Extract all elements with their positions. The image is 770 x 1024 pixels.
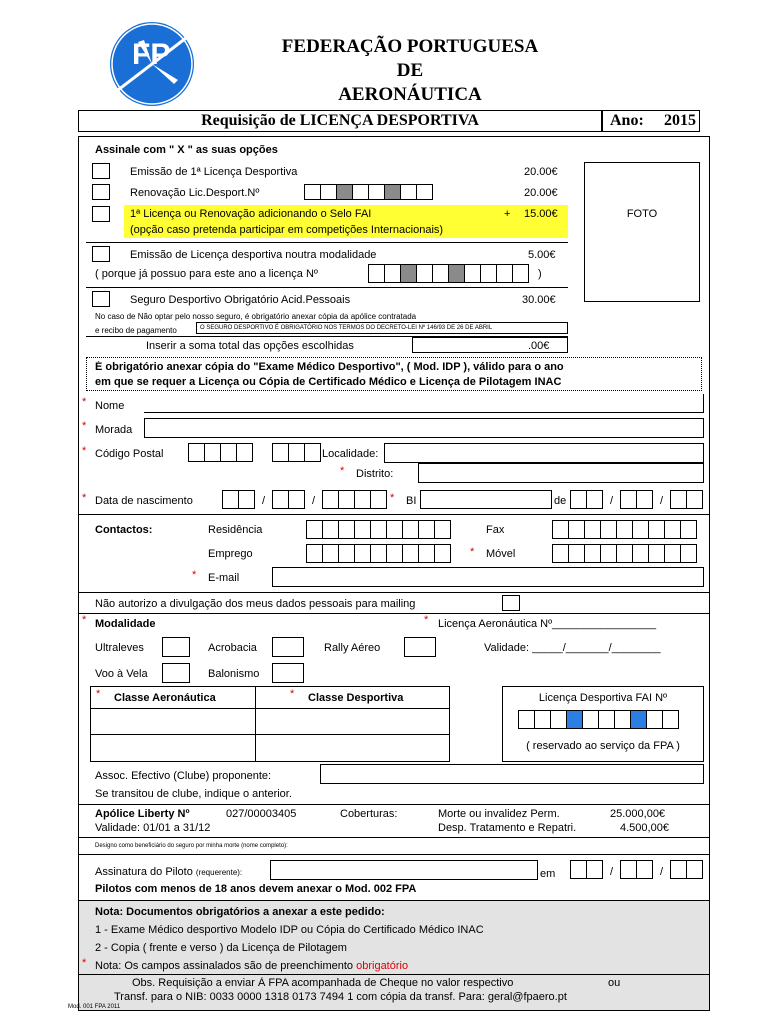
divider — [90, 708, 450, 709]
morada-input[interactable] — [144, 418, 704, 438]
bi-day[interactable] — [570, 490, 603, 509]
divider — [78, 854, 710, 855]
balonismo-label: Balonismo — [208, 668, 260, 680]
mailing-checkbox[interactable] — [502, 595, 520, 611]
nascimento-year[interactable] — [322, 490, 387, 509]
required-marker: * — [340, 465, 345, 477]
fax-phone[interactable] — [552, 520, 697, 539]
bi-month[interactable] — [620, 490, 653, 509]
renovacao-price: 20.00€ — [524, 187, 558, 199]
apolice-label: Apólice Liberty Nº — [95, 808, 190, 820]
email-input[interactable] — [272, 567, 704, 587]
required-marker: * — [82, 420, 87, 432]
residencia-label: Residência — [208, 524, 263, 536]
ultraleves-label: Ultraleves — [95, 642, 144, 654]
medical-notice-line2: em que se requer a Licença ou Cópia de Certificado Médico e Licença de Pilotagem INAC — [95, 376, 562, 388]
voo-vela-label: Voo à Vela — [95, 668, 148, 680]
outra-license-number[interactable] — [368, 264, 529, 283]
contactos-heading: Contactos: — [95, 524, 153, 536]
outra-close-paren: ) — [538, 268, 542, 280]
acrobacia-checkbox[interactable] — [272, 637, 304, 657]
divider — [86, 287, 568, 288]
required-marker: * — [424, 614, 429, 626]
assinatura-hint: (requerente): — [195, 868, 243, 877]
date-separator: / — [610, 866, 614, 878]
menores-note: Pilotos com menos de 18 anos devem anexar o Mod. 002 FPA — [95, 883, 417, 895]
outra-modalidade-checkbox[interactable] — [92, 246, 110, 262]
assinatura-year[interactable] — [670, 860, 703, 879]
photo-box — [584, 162, 700, 302]
apolice-validade: Validade: 01/01 a 31/12 — [95, 822, 211, 834]
assinatura-em-label: em — [540, 868, 556, 880]
classe-aeronautica-input-2[interactable] — [92, 736, 254, 761]
medical-notice-box — [86, 357, 702, 391]
required-marker: * — [82, 957, 87, 969]
bi-input[interactable] — [420, 490, 552, 509]
required-marker: * — [82, 396, 87, 408]
cobertura-despesas-label: Desp. Tratamento e Repatri. — [438, 822, 577, 834]
emissao-price: 20.00€ — [524, 166, 558, 178]
date-separator: / — [610, 495, 614, 507]
fai-price: 15.00€ — [524, 208, 558, 220]
fai-reserved-note: ( reservado ao serviço da FPA ) — [526, 740, 680, 752]
date-separator: / — [312, 495, 316, 507]
morada-label: Morada — [95, 424, 133, 436]
classe-desportiva-header: Classe Desportiva — [308, 692, 404, 704]
outra-modalidade-price: 5.00€ — [528, 249, 556, 261]
nascimento-day[interactable] — [222, 490, 255, 509]
year-label: Ano: — [610, 112, 644, 129]
divider — [255, 686, 256, 762]
medical-notice-line1: É obrigatório anexar cópia do "Exame Médico Desportivo", ( Mod. IDP ), válido para o ano — [95, 361, 564, 373]
apolice-number: 027/00003405 — [226, 808, 297, 820]
classe-aeronautica-input-1[interactable] — [92, 710, 254, 733]
fai-label: 1ª Licença ou Renovação adicionando o Selo FAI — [130, 208, 372, 220]
nascimento-month[interactable] — [272, 490, 305, 509]
fai-plus: + — [504, 208, 511, 220]
validade-label: Validade: _____/_______/________ — [484, 642, 661, 654]
bi-de-label: de — [554, 495, 567, 507]
bi-year[interactable] — [670, 490, 703, 509]
fai-checkbox[interactable] — [92, 206, 110, 222]
options-heading: Assinale com " X " as suas opções — [95, 144, 278, 156]
total-value: .00€ — [528, 340, 550, 352]
distrito-label: Distrito: — [356, 468, 394, 480]
codigo-postal-part2[interactable] — [272, 443, 321, 462]
movel-label: Móvel — [486, 548, 516, 560]
modalidade-heading: Modalidade — [95, 618, 156, 630]
org-name-line1: FEDERAÇÃO PORTUGUESA — [281, 36, 539, 57]
nome-label: Nome — [95, 400, 125, 412]
divider — [78, 837, 710, 838]
distrito-input[interactable] — [418, 463, 704, 483]
divider — [78, 974, 710, 975]
notes-item-3 — [95, 960, 408, 973]
notes-title: Nota: Documentos obrigatórios a anexar a este pedido: — [95, 906, 385, 918]
required-marker: * — [96, 688, 101, 700]
notes-item-1: 1 - Exame Médico desportivo Modelo IDP ou Cópia do Certificado Médico INAC — [95, 924, 484, 936]
obs-ou: ou — [608, 977, 621, 989]
clube-anterior-label: Se transitou de clube, indique o anterior. — [95, 788, 292, 800]
emissao-label: Emissão de 1ª Licença Desportiva — [130, 166, 298, 178]
codigo-postal-label: Código Postal — [95, 448, 164, 460]
outra-modalidade-label: Emissão de Licença desportiva noutra modalidade — [130, 249, 377, 261]
assinatura-label-text: Assinatura do Piloto — [95, 866, 193, 878]
date-separator: / — [262, 495, 266, 507]
assinatura-input[interactable] — [270, 860, 538, 880]
obs-cheque: Obs. Requisição a enviar À FPA acompanhada de Cheque no valor respectivo — [132, 977, 514, 989]
bi-label: BI — [406, 495, 417, 507]
seguro-label: Seguro Desportivo Obrigatório Acid.Pessoais — [130, 294, 351, 306]
ultraleves-checkbox[interactable] — [162, 637, 190, 657]
voo-vela-checkbox[interactable] — [162, 663, 190, 683]
emprego-label: Emprego — [208, 548, 253, 560]
classe-aeronautica-header: Classe Aeronáutica — [114, 692, 216, 704]
assinatura-label — [95, 866, 242, 879]
data-nascimento-label: Data de nascimento — [95, 495, 193, 507]
seguro-legal-text: O SEGURO DESPORTIVO É OBRIGATÓRIO NOS TERMOS DO DECRETO-LEI Nº 146/93 DE 26 DE ABRIL — [200, 325, 493, 331]
emprego-phone[interactable] — [306, 544, 451, 563]
cobertura-morte-value: 25.000,00€ — [610, 808, 666, 820]
fai-number-label: Licença Desportiva FAI Nº — [538, 692, 668, 704]
fax-label: Fax — [486, 524, 505, 536]
outra-modalidade-note: ( porque já possuo para este ano a licença Nº — [95, 268, 318, 280]
notes-required-word: obrigatório — [356, 960, 409, 972]
notes-required-text: Nota: Os campos assinalados são de preenchimento — [95, 960, 354, 972]
classe-desportiva-input-2[interactable] — [257, 736, 449, 761]
emissao-checkbox[interactable] — [92, 163, 110, 179]
fpa-logo — [108, 20, 196, 108]
assinatura-day[interactable] — [570, 860, 603, 879]
seguro-note-receipt: e recibo de pagamento — [95, 326, 177, 335]
date-separator: / — [660, 495, 664, 507]
mailing-label: Não autorizo a divulgação dos meus dados pessoais para mailing — [95, 598, 416, 610]
rally-label: Rally Aéreo — [324, 642, 381, 654]
assinatura-month[interactable] — [620, 860, 653, 879]
cobertura-morte-label: Morte ou invalidez Perm. — [438, 808, 560, 820]
rally-checkbox[interactable] — [404, 637, 436, 657]
required-marker: * — [82, 614, 87, 626]
photo-label: FOTO — [626, 208, 658, 220]
cobertura-despesas-value: 4.500,00€ — [620, 822, 669, 834]
form-model-code: Mod. 001 FPA 2011 — [68, 1004, 121, 1010]
divider — [78, 514, 710, 515]
date-separator: / — [660, 866, 664, 878]
classe-desportiva-input-1[interactable] — [257, 710, 449, 733]
required-marker: * — [82, 492, 87, 504]
localidade-label: Localidade: — [322, 448, 379, 460]
org-name-line3: AERONÁUTICA — [338, 84, 482, 105]
required-marker: * — [290, 688, 295, 700]
logo-letters: FP — [132, 38, 171, 71]
seguro-note: No caso de Não optar pelo nosso seguro, é obrigatório anexar cópia da apólice contratada — [95, 312, 417, 321]
total-label: Inserir a soma total das opções escolhidas — [146, 340, 354, 352]
year-value: 2015 — [664, 112, 696, 129]
obs-transferencia: Transf. para o NIB: 0033 0000 1318 0173 7494 1 com cópia da transf. Para: geral@fpaero.pt — [114, 991, 567, 1003]
org-name-line2: DE — [396, 60, 424, 81]
beneficiario-input[interactable] — [300, 840, 704, 852]
renovacao-label: Renovação Lic.Desport.Nº — [130, 187, 260, 199]
divider — [90, 734, 450, 735]
renovacao-license-number[interactable] — [304, 184, 433, 200]
divider — [78, 592, 710, 593]
form-title: Requisição de LICENÇA DESPORTIVA — [201, 112, 479, 129]
fai-number-grid[interactable] — [518, 710, 679, 729]
beneficiario-label: Designo como beneficiário do seguro por minha morte (nome completo): — [95, 843, 288, 849]
clube-proponente-label: Assoc. Efectivo (Clube) proponente: — [95, 770, 272, 782]
renovacao-checkbox[interactable] — [92, 184, 110, 200]
coberturas-label: Coberturas: — [340, 808, 398, 820]
seguro-price: 30.00€ — [522, 294, 556, 306]
clube-proponente-input[interactable] — [320, 764, 704, 784]
logo-emblem-icon — [108, 20, 196, 108]
seguro-checkbox[interactable] — [92, 291, 110, 307]
fai-note: (opção caso pretenda participar em competições Internacionais) — [130, 224, 444, 236]
email-label: E-mail — [208, 572, 240, 584]
divider — [78, 804, 710, 805]
movel-phone[interactable] — [552, 544, 697, 563]
notes-item-2: 2 - Copia ( frente e verso ) da Licença de Pilotagem — [95, 942, 347, 954]
required-marker: * — [192, 569, 197, 581]
divider — [86, 242, 568, 243]
acrobacia-label: Acrobacia — [208, 642, 257, 654]
required-marker: * — [82, 445, 87, 457]
balonismo-checkbox[interactable] — [272, 663, 304, 683]
nome-input[interactable] — [144, 394, 704, 413]
required-marker: * — [390, 492, 395, 504]
divider — [78, 613, 710, 614]
residencia-phone[interactable] — [306, 520, 451, 539]
codigo-postal-part1[interactable] — [188, 443, 253, 462]
required-marker: * — [470, 546, 475, 558]
licenca-aeronautica-label: Licença Aeronáutica Nº_________________ — [438, 618, 657, 630]
localidade-input[interactable] — [384, 443, 704, 463]
